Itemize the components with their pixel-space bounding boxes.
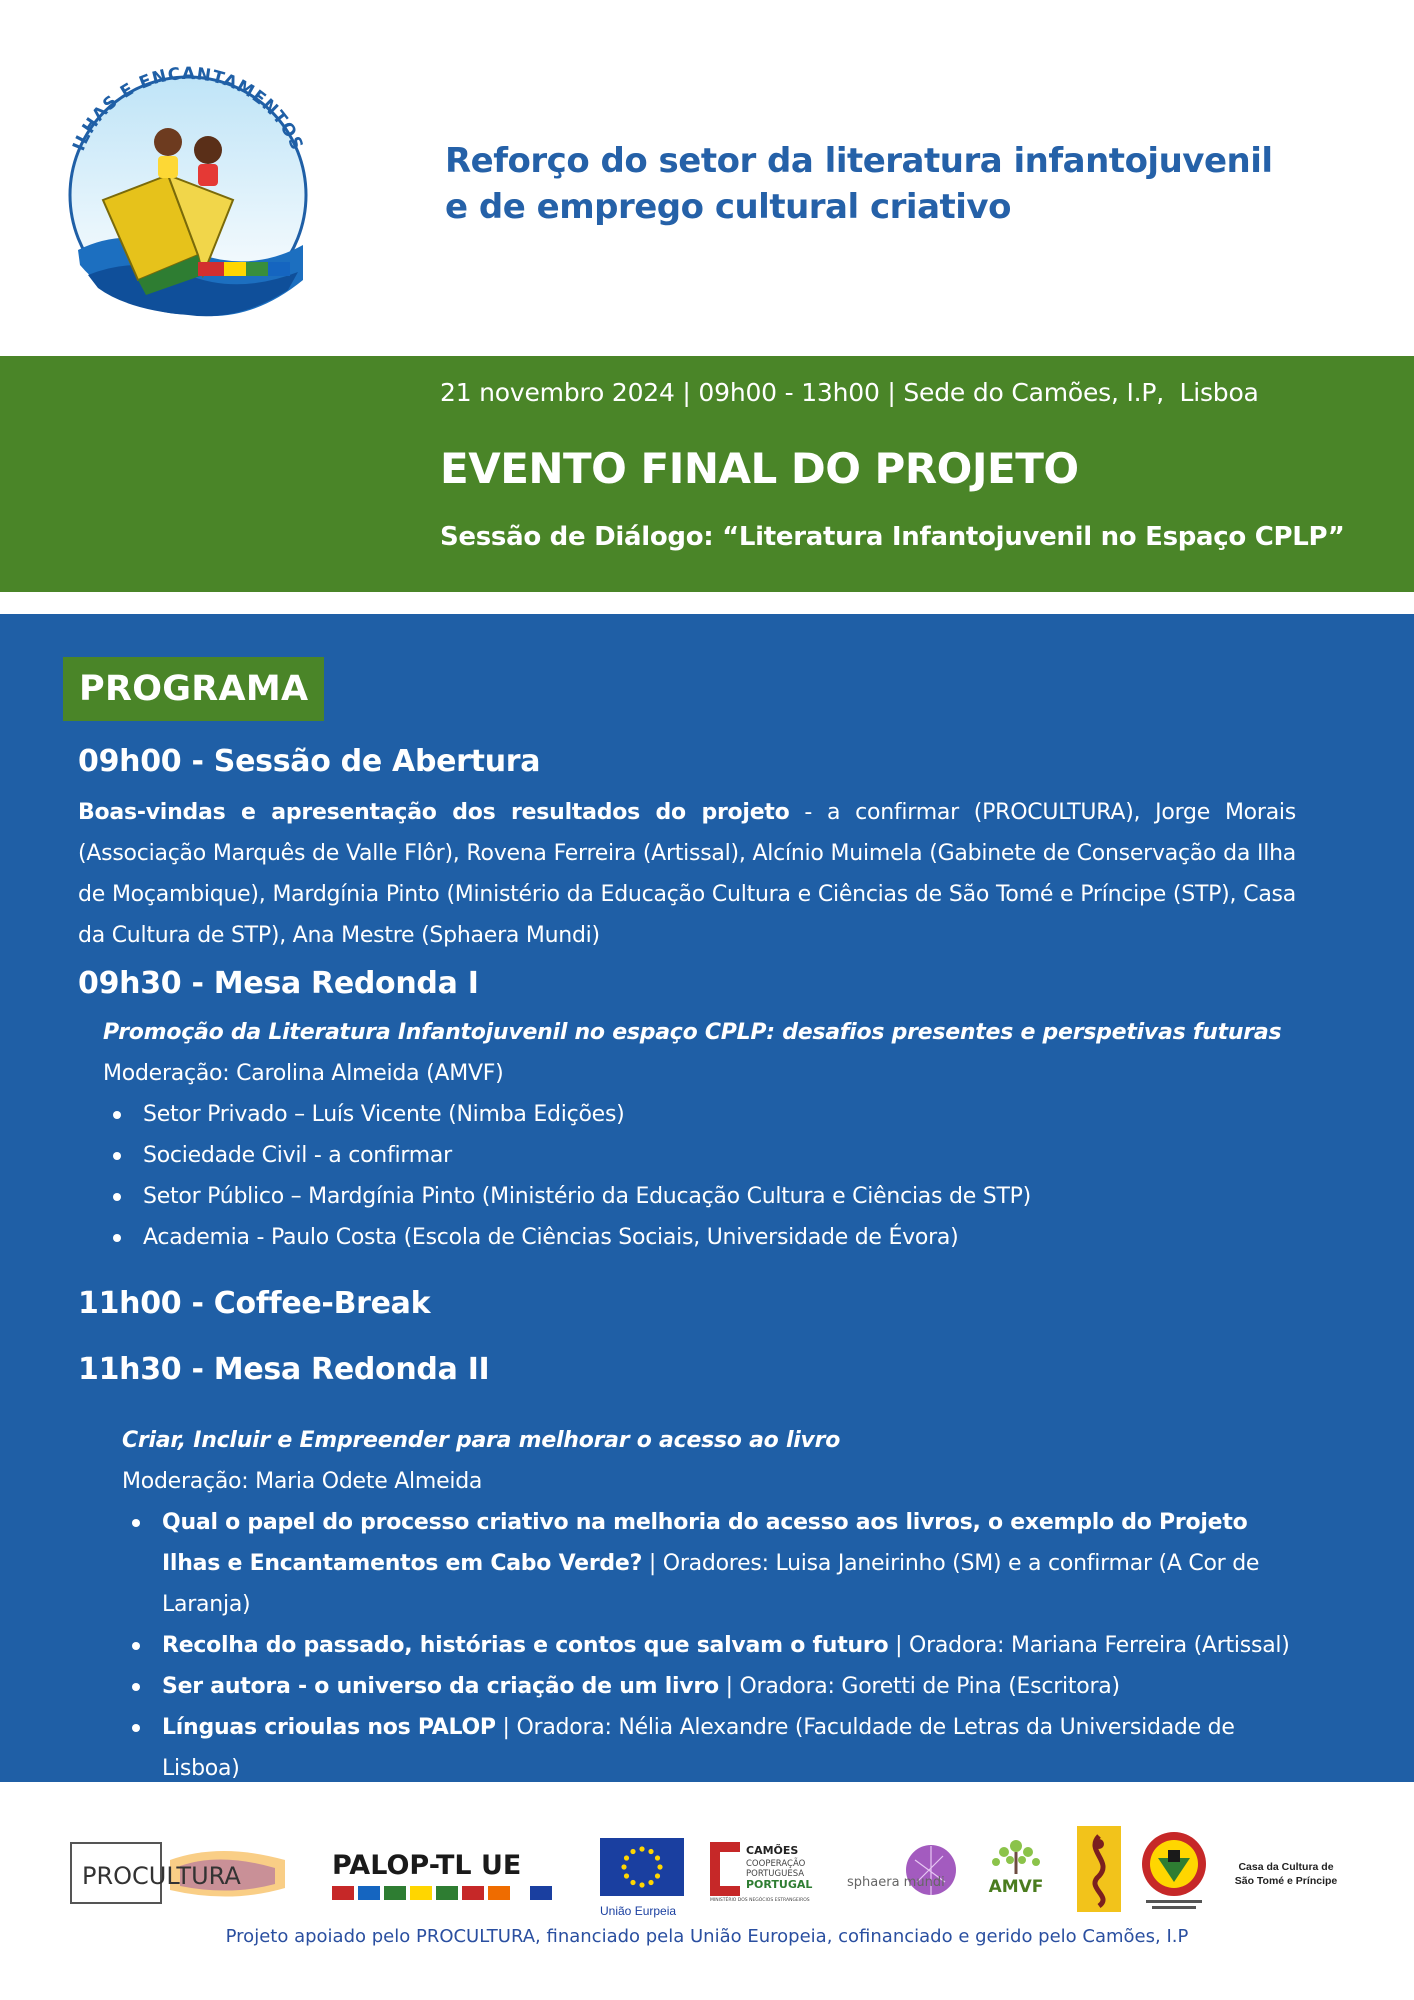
item-topic: Ser autora - o universo da criação de um livro xyxy=(162,1674,719,1699)
session-4-panel-list xyxy=(122,1502,1312,1789)
item-topic: Línguas crioulas nos PALOP xyxy=(162,1715,496,1740)
svg-text:COOPERAÇÃO: COOPERAÇÃO xyxy=(746,1859,806,1869)
session-2-moderation: Moderação: Carolina Almeida (AMVF) xyxy=(103,1061,504,1086)
program-badge: PROGRAMA xyxy=(63,657,324,721)
palop-text: PALOP-TL UE xyxy=(332,1850,522,1881)
program-section xyxy=(0,614,1414,1782)
casa-cultura-line-1: Casa da Cultura de xyxy=(1238,1861,1334,1873)
event-date-location: 21 novembro 2024 | 09h00 - 13h00 | Sede do Camões, I.P, Lisboa xyxy=(440,378,1259,407)
session-1-lead: Boas-vindas e apresentação dos resultados do projeto xyxy=(78,800,790,825)
sphaera-mundi-logo xyxy=(845,1840,961,1904)
item-topic: Recolha do passado, histórias e contos que salvam o futuro xyxy=(162,1633,889,1658)
session-2-title: 09h30 - Mesa Redonda I xyxy=(78,966,479,1001)
svg-text:CAMÕES: CAMÕES xyxy=(746,1844,799,1857)
mozambique-emblem-logo xyxy=(1136,1826,1212,1912)
project-tagline xyxy=(445,138,1345,230)
session-1-title: 09h00 - Sessão de Abertura xyxy=(78,744,541,779)
procultura-logo xyxy=(70,1842,300,1906)
eu-flag-logo xyxy=(600,1838,684,1916)
event-subtitle: Sessão de Diálogo: “Literatura Infantojuvenil no Espaço CPLP” xyxy=(440,522,1345,552)
item-speakers: | Oradora: Goretti de Pina (Escritora) xyxy=(718,1674,1120,1699)
item-speakers: | Oradora: Mariana Ferreira (Artissal) xyxy=(888,1633,1290,1658)
logo-arc-text: ILHAS E ENCANTAMENTOS xyxy=(69,64,307,154)
casa-cultura-line-2: São Tomé e Príncipe xyxy=(1234,1875,1338,1887)
session-1-description xyxy=(78,792,1296,956)
session-3-title: 11h00 - Coffee-Break xyxy=(78,1286,431,1321)
procultura-text: PROCULTURA xyxy=(82,1862,241,1890)
list-item: Academia - Paulo Costa (Escola de Ciências Sociais, Universidade de Évora) xyxy=(103,1217,1303,1258)
session-2-theme: Promoção da Literatura Infantojuvenil no espaço CPLP: desafios presentes e perspetivas futuras xyxy=(103,1020,1282,1045)
header xyxy=(0,0,1414,356)
list-item xyxy=(122,1502,1312,1625)
session-2-panel-list xyxy=(103,1094,1303,1258)
session-1-speakers: - a confirmar (PROCULTURA), Jorge Morais (Associação Marquês de Valle Flôr), Rovena Ferreira (Artissal), Alcínio Muimela (Gabinete de Conservação da Ilha de Moçambique), Mardgínia Pinto (Ministério da Educação Cultura e Ciências de São Tomé e Príncipe (STP), Casa da Cultura de STP), Ana Mestre (Sphaera Mundi) xyxy=(78,800,1296,948)
list-item xyxy=(122,1625,1312,1666)
sphaera-text: sphaera mundi xyxy=(847,1875,945,1890)
funding-note: Projeto apoiado pelo PROCULTURA, financiado pela União Europeia, cofinanciado e gerido pelo Camões, I.P xyxy=(225,1926,1189,1947)
casa-cultura-logo xyxy=(1226,1860,1346,1896)
partner-logos xyxy=(0,1782,1414,2000)
svg-text:PORTUGUESA: PORTUGUESA xyxy=(746,1869,805,1879)
item-speakers: | Oradores: Luisa Janeirinho (SM) e a confirmar (A Cor de Laranja) xyxy=(162,1551,1260,1617)
list-item: Setor Público – Mardgínia Pinto (Ministério da Educação Cultura e Ciências de STP) xyxy=(103,1176,1303,1217)
session-4-moderation: Moderação: Maria Odete Almeida xyxy=(122,1469,483,1494)
item-speakers: | Oradora: Nélia Alexandre (Faculdade de Letras da Universidade de Lisboa) xyxy=(162,1715,1235,1781)
list-item xyxy=(122,1707,1312,1789)
svg-text:PORTUGAL: PORTUGAL xyxy=(746,1878,813,1891)
palop-tl-ue-logo xyxy=(330,1840,562,1910)
tagline-line-2: e de emprego cultural criativo xyxy=(445,187,1011,227)
event-title: EVENTO FINAL DO PROJETO xyxy=(440,444,1079,493)
eu-label: União Eurpeia xyxy=(600,1904,677,1918)
artissal-logo xyxy=(1077,1826,1121,1912)
amvf-text: AMVF xyxy=(988,1877,1044,1897)
session-4-title: 11h30 - Mesa Redonda II xyxy=(78,1352,490,1387)
item-topic: Qual o papel do processo criativo na melhoria do acesso aos livros, o exemplo do Projeto Ilhas e Encantamentos em Cabo Verde? xyxy=(162,1510,1248,1576)
camoes-logo xyxy=(706,1838,826,1902)
ilhas-encantamentos-logo xyxy=(58,50,318,325)
amvf-logo xyxy=(980,1832,1052,1912)
tagline-line-1: Reforço do setor da literatura infantojuvenil xyxy=(445,141,1273,181)
eu-flag-icon xyxy=(600,1838,684,1896)
session-4-theme: Criar, Incluir e Empreender para melhorar o acesso ao livro xyxy=(122,1428,841,1453)
event-banner xyxy=(0,356,1414,592)
list-item xyxy=(122,1666,1312,1707)
list-item: Setor Privado – Luís Vicente (Nimba Edições) xyxy=(103,1094,1303,1135)
list-item: Sociedade Civil - a confirmar xyxy=(103,1135,1303,1176)
svg-text:MINISTÉRIO DOS NEGÓCIOS ESTRAN: MINISTÉRIO DOS NEGÓCIOS ESTRANGEIROS xyxy=(710,1898,810,1902)
